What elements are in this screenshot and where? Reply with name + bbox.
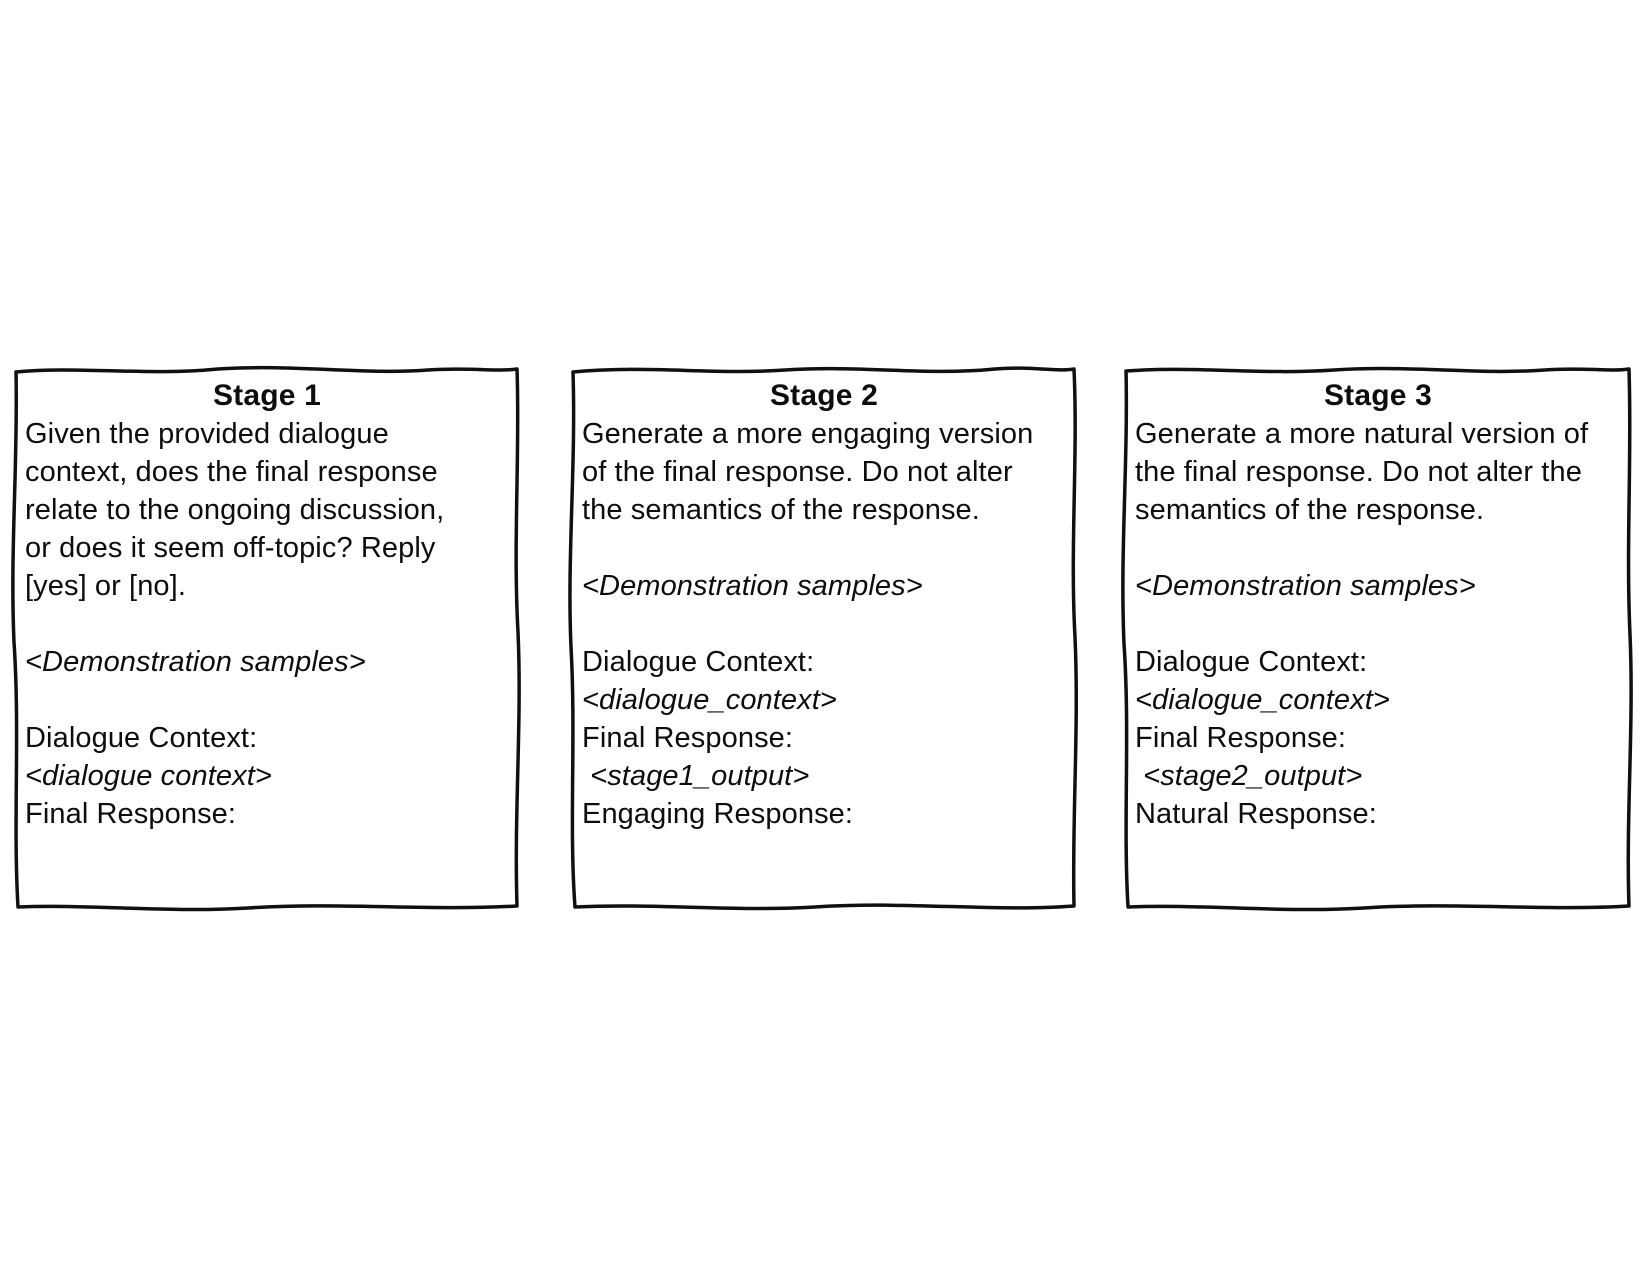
blank-line	[25, 605, 509, 643]
prompt-line: Dialogue Context:	[582, 646, 815, 678]
prompt-line: Final Response:	[25, 798, 237, 830]
blank-line	[582, 529, 1066, 567]
prompt-line: <Demonstration samples>	[1135, 570, 1476, 602]
prompt-line: Generate a more engaging version	[582, 418, 1034, 450]
prompt-line: <stage1_output>	[582, 760, 810, 792]
prompt-line: <Demonstration samples>	[582, 570, 923, 602]
prompt-line: <dialogue_context>	[582, 684, 837, 716]
stage-1-content	[8, 362, 525, 833]
stage-3-box	[1118, 362, 1637, 914]
blank-line	[582, 605, 1066, 643]
blank-line	[1135, 605, 1621, 643]
blank-line	[25, 681, 509, 719]
stage-title: Stage 1	[212, 379, 322, 412]
prompt-line: the final response. Do not alter the	[1135, 456, 1582, 488]
prompt-line: of the final response. Do not alter	[582, 456, 1013, 488]
stage-title: Stage 2	[769, 379, 879, 412]
prompt-line: semantics of the response.	[1135, 494, 1485, 526]
prompt-line: Dialogue Context:	[25, 722, 258, 754]
prompt-line: <Demonstration samples>	[25, 646, 366, 678]
stage-2-box	[565, 362, 1082, 914]
prompt-line: Final Response:	[582, 722, 794, 754]
prompt-line: Generate a more natural version of	[1135, 418, 1589, 450]
prompt-line: or does it seem off-topic? Reply	[25, 532, 436, 564]
prompt-line: context, does the final response	[25, 456, 438, 488]
stage-1-box	[8, 362, 525, 914]
prompt-line: relate to the ongoing discussion,	[25, 494, 445, 526]
prompt-line: Given the provided dialogue	[25, 418, 389, 450]
prompt-line: Dialogue Context:	[1135, 646, 1368, 678]
prompt-line: <stage2_output>	[1135, 760, 1363, 792]
stage-3-content	[1118, 362, 1637, 833]
prompt-line: Natural Response:	[1135, 798, 1377, 830]
prompt-line: [yes] or [no].	[25, 570, 186, 602]
stage-title: Stage 3	[1323, 379, 1433, 412]
prompt-line: <dialogue context>	[25, 760, 272, 792]
stage-2-content	[565, 362, 1082, 833]
blank-line	[1135, 529, 1621, 567]
prompt-line: Final Response:	[1135, 722, 1347, 754]
prompt-line: Engaging Response:	[582, 798, 854, 830]
prompt-line: <dialogue_context>	[1135, 684, 1390, 716]
prompt-line: the semantics of the response.	[582, 494, 980, 526]
